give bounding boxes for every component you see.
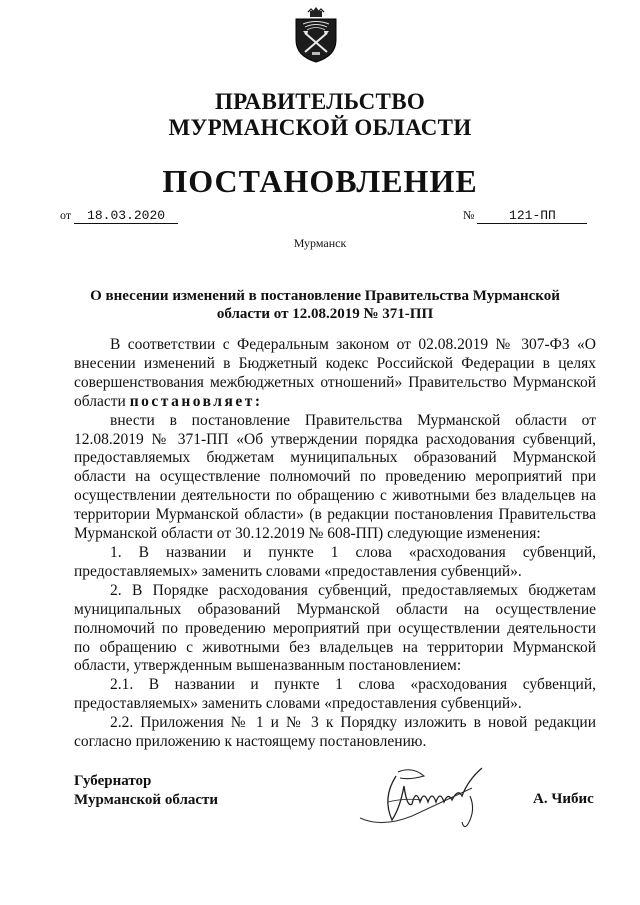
body-paragraph-item-2-1: 2.1. В названии и пункте 1 слова «расходования субвенций, предоставляемых» заменить словами «предоставления субвенций». <box>74 676 596 713</box>
body-paragraph-item-1: 1. В названии и пункте 1 слова «расходования субвенций, предоставляемых» заменить словами «предоставления субвенций». <box>74 543 596 580</box>
handwritten-signature-icon <box>352 758 512 832</box>
document-number: 121-ПП <box>477 209 587 224</box>
document-date-row <box>60 208 178 224</box>
city-name: Мурманск <box>293 236 347 250</box>
preamble-text: В соответствии с Федеральным законом от 02.08.2019 № 307-ФЗ «О внесении изменений в Бюджетный кодекс Российской Федерации в целях совершенствования межбюджетных отношений» Правительство Мурманской области <box>74 336 596 410</box>
document-number-row <box>463 208 587 224</box>
subject-line1: О внесении изменений в постановление Правительства Мурманской <box>90 288 560 304</box>
document-type-title: ПОСТАНОВЛЕНИЕ <box>162 163 478 199</box>
number-prefix: № <box>463 208 475 222</box>
document-date: 18.03.2020 <box>74 209 178 224</box>
date-prefix: от <box>60 208 72 222</box>
body-paragraph-item-2: 2. В Порядке расходования субвенций, предоставляемых бюджетам муниципальных образований Мурманской области на осуществление полномочий по проведению мероприятий при осуществлении деятельности по обращению с животными без владельцев на территории Мурманской области, утвержденным вышеназванным постановлением: <box>74 581 596 675</box>
body-paragraph-intro: внести в постановление Правительства Мурманской области от 12.08.2019 № 371-ПП «Об утверждении порядка расходования субвенций, предоставляемых бюджетам муниципальных образований Мурманской области на осуществление полномочий по проведению мероприятий при осуществлении деятельности по обращению с животными без владельцев на территории Мурманской области» (в редакции постановления Правительства Мурманской области от 30.12.2019 № 608-ПП) следующие изменения: <box>74 411 596 543</box>
signatory-title-line1: Губернатор <box>74 773 152 789</box>
document-body <box>74 336 596 752</box>
document-subject <box>90 287 560 323</box>
signatory-title-line2: Мурманской области <box>74 792 219 808</box>
body-paragraph-preamble <box>74 336 596 412</box>
organization-name-line2: МУРМАНСКОЙ ОБЛАСТИ <box>168 115 472 140</box>
coat-of-arms-icon <box>290 6 342 64</box>
signatory-title <box>74 772 218 810</box>
resolves-keyword: постановляет: <box>129 392 263 410</box>
organization-name-line1: ПРАВИТЕЛЬСТВО <box>214 89 426 114</box>
signatory-name: А. Чибис <box>533 791 594 807</box>
body-paragraph-item-2-2: 2.2. Приложения № 1 и № 3 к Порядку изложить в новой редакции согласно приложению к настоящему постановлению. <box>74 714 596 751</box>
subject-line2: области от 12.08.2019 № 371-ПП <box>216 306 434 322</box>
